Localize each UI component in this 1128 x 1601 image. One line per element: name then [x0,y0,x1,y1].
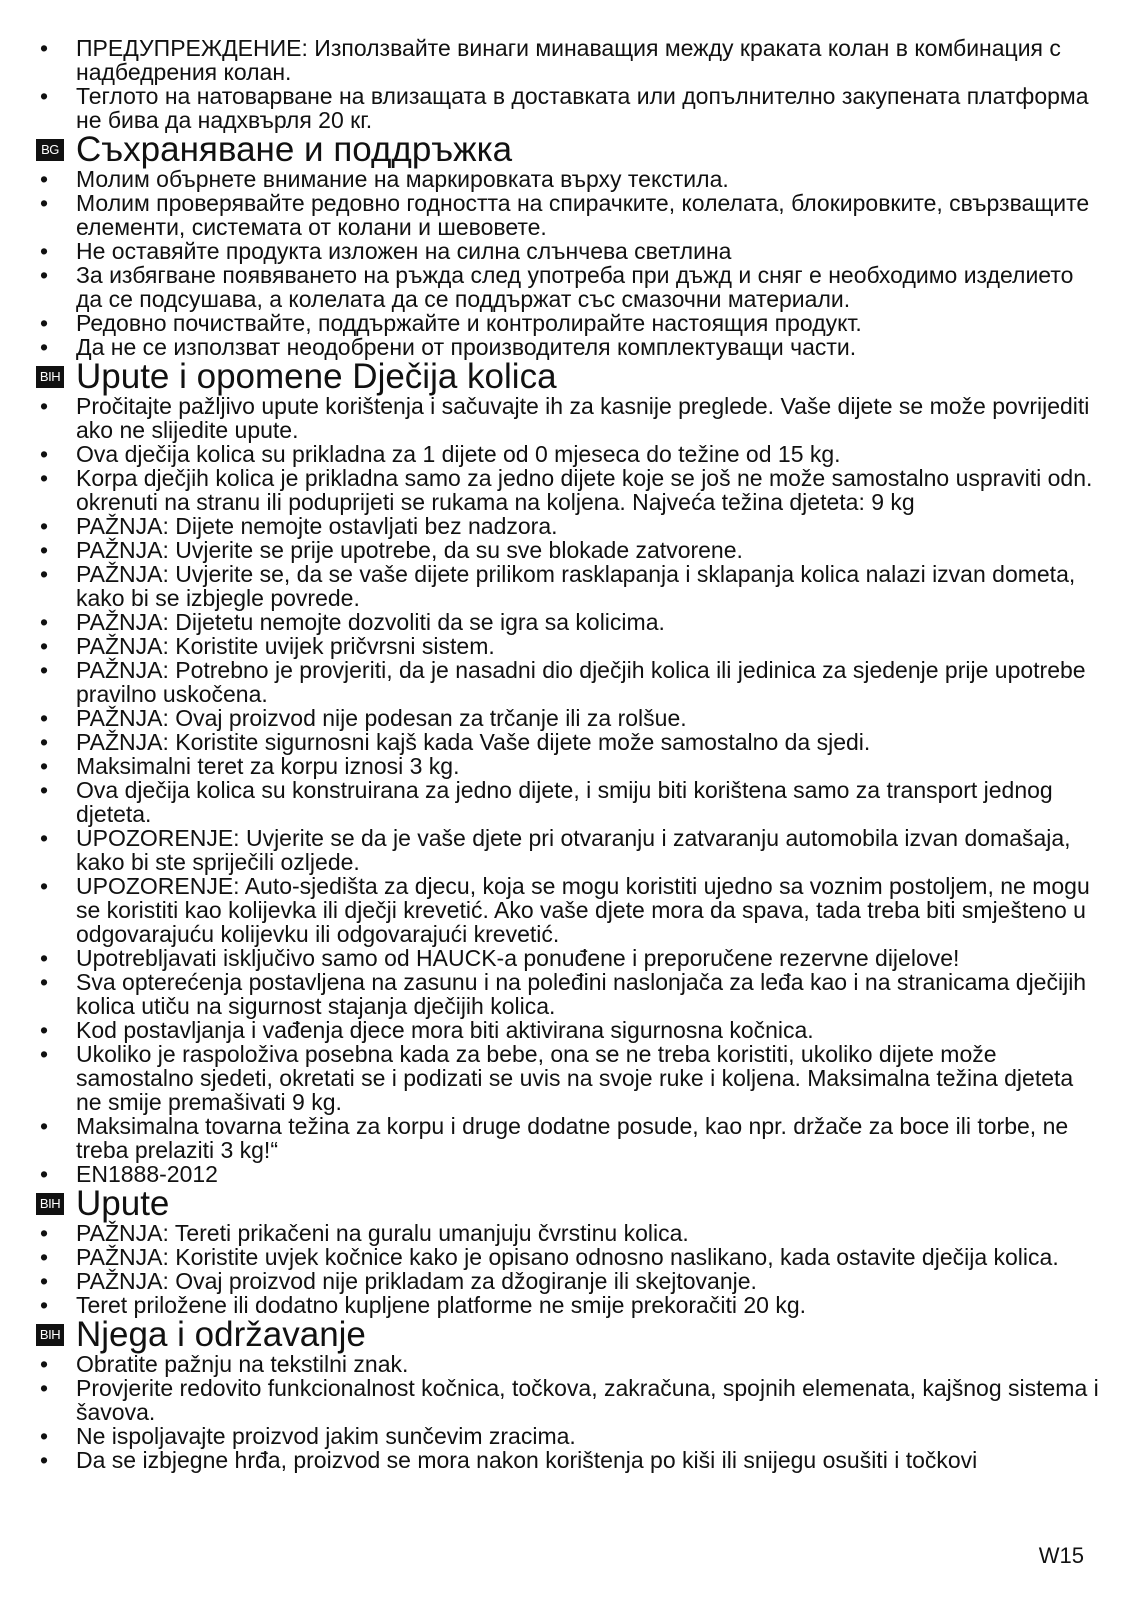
list-item-text: Korpa dječjih kolica je prikladna samo za jedno dijete koje se još ne može samostalno uspraviti odn. okrenuti na stranu ili poduprijeti se rukama na koljena. Najveća težina djeteta: 9 kg [76,465,1093,515]
list-item-text: UPOZORENJE: Auto-sjedišta za djecu, koja se mogu koristiti ujedno sa voznim postoljem, ne mogu se koristiti kao kolijevka ili dječji krevetić. Ako vaše djete mora da spava, tada treba biti smješteno u odgovarajuću kolijevku ili odgovarajući krevetić. [76,873,1090,947]
list-item [36,562,1100,610]
section-heading [36,357,1100,396]
list-item [36,1448,1100,1472]
list-item-text: Maksimalni teret za korpu iznosi 3 kg. [76,753,460,779]
bullet-icon: • [40,1244,49,1270]
list-item [36,610,1100,634]
list-item-text: Sva opterećenja postavljena na zasunu i na poleđini naslonjača za leđa kao i na stranicama dječijih kolica utiču na sigurnost stajanja dječijih kolica. [76,969,1087,1019]
section-title: Съхраняване и поддръжка [76,130,513,169]
list-item-text: EN1888-2012 [76,1161,218,1187]
list-item-text: Da se izbjegne hrđa, proizvod se mora nakon korištenja po kiši ili snijegu osušiti i točkovi [76,1447,978,1473]
bullet-icon: • [40,1041,49,1067]
bullet-icon: • [40,1268,49,1294]
bullet-icon: • [40,969,49,995]
list-item-text: PAŽNJA: Koristite uvjek kočnice kako je opisano odnosno naslikano, kada ostavite dječija kolica. [76,1244,1059,1270]
bullet-icon: • [40,166,49,192]
list-item-text: PAŽNJA: Uvjerite se prije upotrebe, da su sve blokade zatvorene. [76,537,743,563]
list-item [36,1352,1100,1376]
bullet-icon: • [40,873,49,899]
bullet-icon: • [40,513,49,539]
list-item-text: Ova dječija kolica su prikladna za 1 dijete od 0 mjeseca do težine od 15 kg. [76,441,841,467]
list-item-text: Kod postavljanja i vađenja djece mora biti aktivirana sigurnosna kočnica. [76,1017,814,1043]
bullet-icon: • [40,1161,49,1187]
section-heading [36,130,1100,169]
list-item-text: PAŽNJA: Koristite uvijek pričvrsni sistem. [76,633,495,659]
bullet-icon: • [40,310,49,336]
language-badge: BIH [36,1324,64,1346]
list-item [36,1221,1100,1245]
list-item-text: Редовно почиствайте, поддържайте и контролирайте настоящия продукт. [76,310,862,336]
list-item [36,1042,1100,1114]
list-item [36,1293,1100,1317]
list-item [36,442,1100,466]
list-item-text: PAŽNJA: Tereti prikačeni na guralu umanjuju čvrstinu kolica. [76,1220,689,1246]
list-item [36,263,1100,311]
list-item-text: UPOZORENJE: Uvjerite se da je vaše djete pri otvaranju i zatvaranju automobila izvan domašaja, kako bi ste spriječili ozljede. [76,825,1071,875]
list-item [36,191,1100,239]
language-badge: BIH [36,366,64,388]
bullet-icon: • [40,1375,49,1401]
bullet-icon: • [40,441,49,467]
list-item-text: Ova dječija kolica su konstruirana za jedno dijete, i smiju biti korištena samo za transport jednog djeteta. [76,777,1053,827]
list-item [36,311,1100,335]
bullet-icon: • [40,1423,49,1449]
bullet-icon: • [40,334,49,360]
bullet-list [36,1221,1100,1317]
bullet-list [36,1352,1100,1472]
bullet-icon: • [40,609,49,635]
list-item [36,1114,1100,1162]
section-title: Upute [76,1184,170,1223]
bullet-icon: • [40,561,49,587]
list-item-text: Obratite pažnju na tekstilni znak. [76,1351,409,1377]
list-item [36,335,1100,359]
bullet-list [36,394,1100,1186]
bullet-icon: • [40,35,49,61]
list-item [36,946,1100,970]
list-item-text: PAŽNJA: Uvjerite se, da se vaše dijete prilikom rasklapanja i sklapanja kolica nalazi izvan dometa, kako bi se izbjegle povrede. [76,561,1076,611]
list-item [36,658,1100,706]
list-item-text: Теглото на натоварване на влизащата в доставката или допълнително закупената платформа не бива да надхвърля 20 кг. [76,83,1089,133]
list-item-text: Молим проверявайте редовно годността на спирачките, колелата, блокировките, свързващите елементи, системата от колани и шевовете. [76,190,1090,240]
list-item-text: ПРЕДУПРЕЖДЕНИЕ: Използвайте винаги минаващия между краката колан в комбинация с надбедрения колан. [76,35,1061,85]
list-item [36,634,1100,658]
bullet-icon: • [40,729,49,755]
list-item [36,826,1100,874]
list-item [36,778,1100,826]
list-item-text: PAŽNJA: Dijete nemojte ostavljati bez nadzora. [76,513,558,539]
list-item [36,1376,1100,1424]
list-item [36,1424,1100,1448]
list-item-text: Ukoliko je raspoloživa posebna kada za bebe, ona se ne treba koristiti, ukoliko dijete može samostalno sjedeti, okretati se i podizati se uvis na svoje ruke i koljena. Maksimalna težina djeteta ne smije premašivati 9 kg. [76,1041,1074,1115]
list-item [36,394,1100,442]
bullet-list [36,167,1100,359]
bullet-icon: • [40,83,49,109]
list-item [36,1245,1100,1269]
list-item-text: PAŽNJA: Potrebno je provjeriti, da je nasadni dio dječjih kolica ili jedinica za sjedenje prije upotrebe pravilno uskočena. [76,657,1086,707]
list-item [36,538,1100,562]
list-item [36,754,1100,778]
bullet-icon: • [40,657,49,683]
list-item-text: Maksimalna tovarna težina za korpu i druge dodatne posude, kao npr. držače za boce ili torbe, ne treba prelaziti 3 kg!“ [76,1113,1069,1163]
list-item-text: Молим обърнете внимание на маркировката върху текстила. [76,166,729,192]
list-item-text: Provjerite redovito funkcionalnost kočnica, točkova, zakračuna, spojnih elemenata, kajšnog sistema i šavova. [76,1375,1099,1425]
list-item [36,970,1100,1018]
list-item [36,239,1100,263]
bullet-icon: • [40,777,49,803]
bullet-icon: • [40,393,49,419]
list-item [36,514,1100,538]
bullet-icon: • [40,190,49,216]
bullet-icon: • [40,1220,49,1246]
section-title: Njega i održavanje [76,1315,366,1354]
list-item-text: Не оставяйте продукта изложен на силна слънчева светлина [76,238,732,264]
list-item-text: За избягване появяването на ръжда след употреба при дъжд и сняг е необходимо изделието да се подсушава, а колелата да се поддържат със смазочни материали. [76,262,1074,312]
bullet-icon: • [40,753,49,779]
bullet-icon: • [40,1292,49,1318]
list-item-text: Upotrebljavati isključivo samo od HAUCK-a ponuđene i preporučene rezervne dijelove! [76,945,960,971]
language-badge: BIH [36,1193,64,1215]
bullet-icon: • [40,945,49,971]
bullet-icon: • [40,465,49,491]
section-heading [36,1184,1100,1223]
bullet-icon: • [40,1351,49,1377]
section-heading [36,1315,1100,1354]
list-item [36,1018,1100,1042]
bullet-icon: • [40,1447,49,1473]
list-item-text: PAŽNJA: Ovaj proizvod nije podesan za trčanje ili za rolšue. [76,705,687,731]
list-item [36,730,1100,754]
list-item-text: Ne ispoljavajte proizvod jakim sunčevim zracima. [76,1423,576,1449]
list-item [36,167,1100,191]
bullet-icon: • [40,825,49,851]
bullet-icon: • [40,1113,49,1139]
bullet-icon: • [40,262,49,288]
list-item [36,1269,1100,1293]
bullet-icon: • [40,1017,49,1043]
list-item-text: PAŽNJA: Koristite sigurnosni kajš kada Vaše dijete može samostalno da sjedi. [76,729,871,755]
section-title: Upute i opomene Dječija kolica [76,357,557,396]
language-badge: BG [36,139,64,161]
list-item [36,706,1100,730]
list-item [36,36,1100,84]
bullet-icon: • [40,537,49,563]
list-item [36,1162,1100,1186]
list-item-text: PAŽNJA: Ovaj proizvod nije prikladam za džogiranje ili skejtovanje. [76,1268,757,1294]
list-item-text: Да не се използват неодобрени от производителя комплектуващи части. [76,334,857,360]
list-item [36,874,1100,946]
list-item [36,466,1100,514]
list-item [36,84,1100,132]
list-item-text: Teret priložene ili dodatno kupljene platforme ne smije prekoračiti 20 kg. [76,1292,807,1318]
bullet-list [36,36,1100,132]
list-item-text: PAŽNJA: Dijetetu nemojte dozvoliti da se igra sa kolicima. [76,609,665,635]
list-item-text: Pročitajte pažljivo upute korištenja i sačuvajte ih za kasnije preglede. Vaše dijete se može povrijediti ako ne slijedite upute. [76,393,1090,443]
document-body [36,36,1100,1472]
bullet-icon: • [40,633,49,659]
page-number: W15 [1038,1543,1084,1568]
bullet-icon: • [40,238,49,264]
bullet-icon: • [40,705,49,731]
